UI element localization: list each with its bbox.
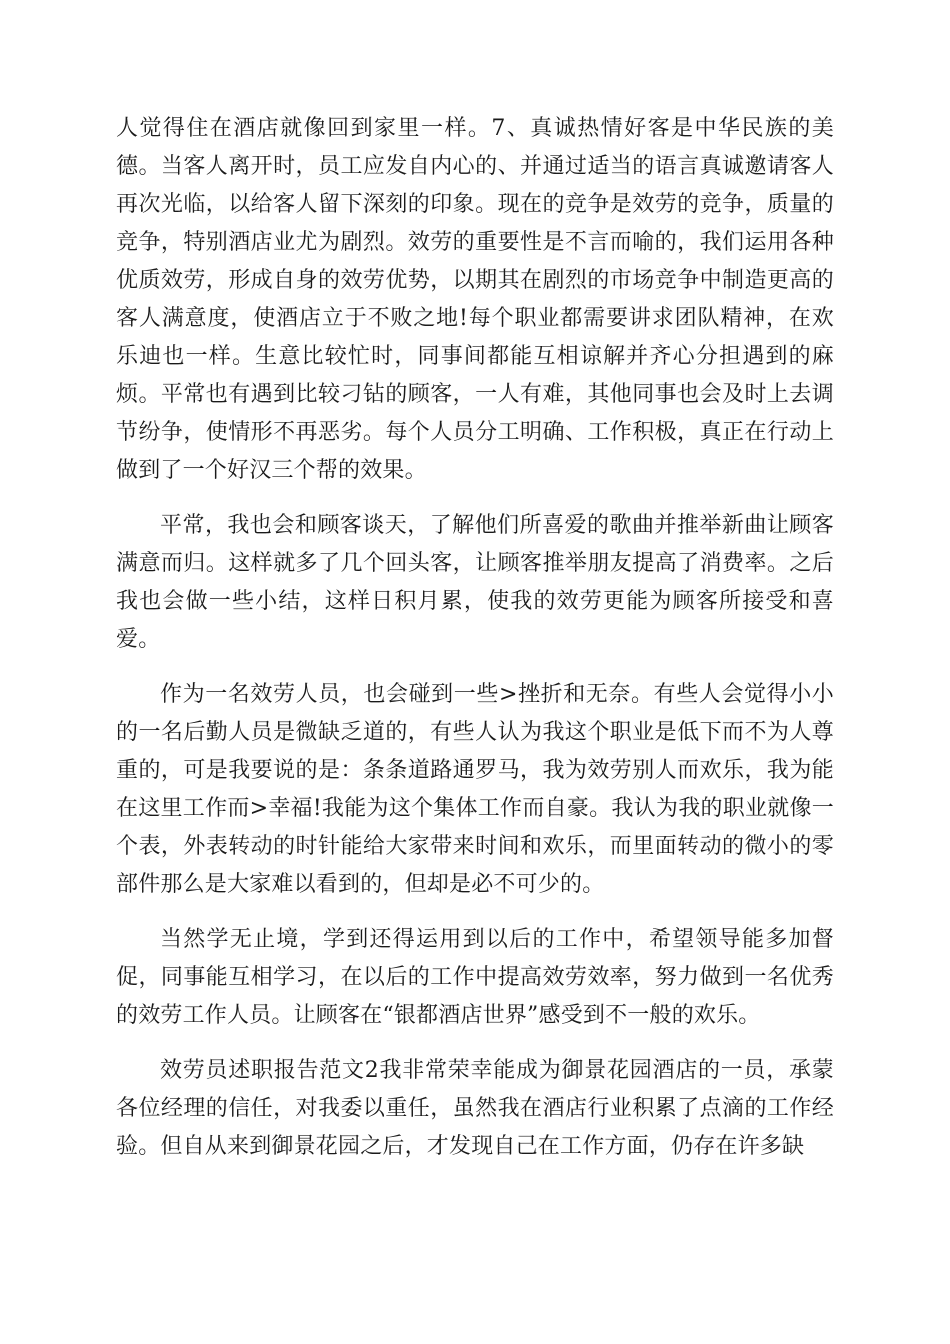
paragraph-continuation: 人觉得住在酒店就像回到家里一样。7、真诚热情好客是中华民族的美德。当客人离开时，员工应发自内心的、并通过适当的语言真诚邀请客人再次光临，以给客人留下深刻的印象。现在的竞争是效劳的竞争，质量的竞争，特别酒店业尤为剧烈。效劳的重要性是不言而喻的，我们运用各种优质效劳，形成自身的效劳优势，以期其在剧烈的市场竞争中制造更高的客人满意度，使酒店立于不败之地!每个职业都需要讲求团队精神，在欢乐迪也一样。生意比较忙时，同事间都能互相谅解并齐心分担遇到的麻烦。平常也有遇到比较刁钻的顾客，一人有难，其他同事也会及时上去调节纷争，使情形不再恶劣。每个人员分工明确、工作积极，真正在行动上做到了一个好汉三个帮的效果。 <box>116 116 834 483</box>
paragraph-report-sample-2: 效劳员述职报告范文2我非常荣幸能成为御景花园酒店的一员，承蒙各位经理的信任，对我委以重任，虽然我在酒店行业积累了点滴的工作经验。但自从来到御景花园之后，才发现自己在工作方面，仍存在许多缺 <box>116 1058 834 1159</box>
paragraph-service-staff-pride: 作为一名效劳人员，也会碰到一些>挫折和无奈。有些人会觉得小小的一名后勤人员是微缺乏道的，有些人认为我这个职业是低下而不为人尊重的，可是我要说的是：条条道路通罗马，我为效劳别人而欢乐，我为能在这里工作而>幸福!我能为这个集体工作而自豪。我认为我的职业就像一个表，外表转动的时针能给大家带来时间和欢乐，而里面转动的微小的零部件那么是大家难以看到的，但却是必不可少的。 <box>116 682 834 897</box>
paragraph-continuous-learning: 当然学无止境，学到还得运用到以后的工作中，希望领导能多加督促，同事能互相学习，在以后的工作中提高效劳效率，努力做到一名优秀的效劳工作人员。让顾客在“银都酒店世界”感受到不一般的欢乐。 <box>116 927 834 1028</box>
document-body <box>116 110 834 1183</box>
paragraph-chatting-with-customers: 平常，我也会和顾客谈天，了解他们所喜爱的歌曲并推举新曲让顾客满意而归。这样就多了几个回头客，让顾客推举朋友提高了消费率。之后我也会做一些小结，这样日积月累，使我的效劳更能为顾客所接受和喜爱。 <box>116 513 834 652</box>
